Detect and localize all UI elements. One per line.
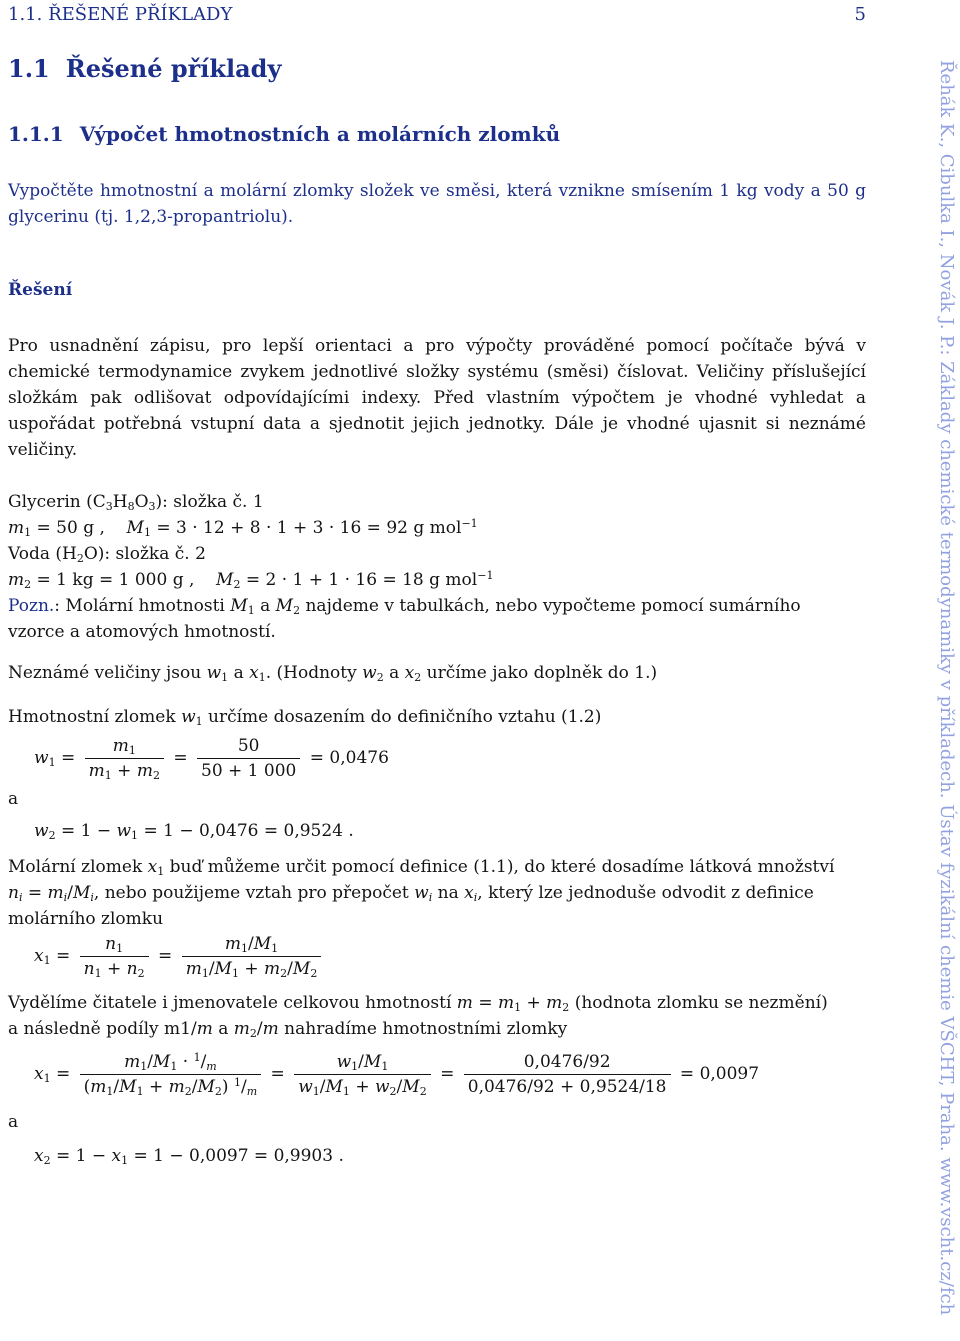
equation-x2: $x_2 = 1 - x_1 = 1 - 0,0097 = 0,9903$ .: [34, 1146, 344, 1167]
margin-credit: [931, 60, 960, 1341]
unknowns-line: Neznámé veličiny jsou $w_1$ a $x_1$. (Hodnoty $w_2$ a $x_2$ určíme jako doplněk do 1.): [8, 663, 658, 684]
margin-credit-text: Řehák K., Cibulka I., Novák J. P.: Základy chemické termodynamiky v příkladech. Ústav fyzikální chemie VŠCHT, Praha. www.vscht.cz/fch: [936, 60, 957, 1316]
equation-w1: $w_1$ = $\frac{m_1}{m_1 + m_2}$ = $\frac{50}{50 + 1 000}$ = 0,0476: [34, 736, 389, 782]
section-title: Řešené příklady: [65, 54, 282, 83]
subsection-title: Výpočet hmotnostních a molárních zlomků: [79, 122, 561, 146]
divide-paragraph: Vydělíme čitatele i jmenovatele celkovou hmotností $m = m_1 + m_2$ (hodnota zlomku se nezmění) a následně podíly m1/m a $m_2/m$ nahradíme hmotnostními zlomky: [8, 993, 828, 1040]
input-data: [8, 489, 866, 645]
note-line-2: vzorce a atomových hmotností.: [8, 622, 276, 642]
subsection-number: 1.1.1: [8, 122, 64, 146]
subsection-heading: [8, 120, 560, 148]
water-line: Voda $(H_2O)$: složka č. 2: [8, 544, 206, 565]
intro-paragraph: Pro usnadnění zápisu, pro lepší orientaci a pro výpočty prováděné pomocí počítače bývá v chemické termodynamice zvykem jednotlivé složky systému (směsi) číslovat. Veličiny příslušející složkám pak odlišovat odpovídajícími indexy. Před vlastním výpočtem je vhodné vyhledat a uspořádat potřebná vstupní data a sjednotit jejich jednotky. Dále je vhodné ujasnit si neznámé veličiny.: [8, 336, 866, 460]
equation-w2: $w_2 = 1 - w_1 = 1 - 0,0476 = 0,9524$ .: [34, 821, 354, 842]
page-number: 5: [854, 4, 866, 25]
section-heading: [8, 54, 281, 84]
section-number: 1.1: [8, 54, 50, 83]
mass-fraction-intro: Hmotnostní zlomek $w_1$ určíme dosazením do definičního vztahu (1.2): [8, 707, 602, 728]
glycerin-values-line: $m_1 = 50$ g , $M_1 = 3 \cdot 12 + 8 \cdot 1 + 3 \cdot 16 = 92$ g mol$^{-1}$: [8, 517, 478, 539]
and-word-2: a: [8, 1112, 19, 1132]
running-header: [8, 2, 866, 28]
glycerin-line: Glycerin $(C_3H_8O_3)$: složka č. 1: [8, 492, 264, 513]
equation-x1-value: $x_1$ = $\frac{m_1/M_1 \cdot ^1/_m}{(m_1/M_1 + m_2/M_2) ^1/_m}$ = $\frac{w_1/M_1}{w_1/M_1 + w_2/M_2}$ = $\frac{0,0476/92}{0,0476/92 + 0,9524/18}$ = 0,0097: [34, 1051, 760, 1098]
water-values-line: $m_2 = 1$ kg = 1 000 g , $M_2 = 2 \cdot 1 + 1 \cdot 16 = 18$ g mol$^{-1}$: [8, 569, 494, 591]
running-header-section: 1.1. ŘEŠENÉ PŘÍKLADY: [8, 4, 233, 25]
solution-heading: Řešení: [8, 280, 73, 300]
note-line: Pozn.: Molární hmotnosti $M_1$ a $M_2$ najdeme v tabulkách, nebo vypočteme pomocí sumárního: [8, 596, 801, 617]
equation-x1-definition: $x_1$ = $\frac{n_1}{n_1 + n_2}$ = $\frac{m_1/M_1}{m_1/M_1 + m_2/M_2}$: [34, 932, 325, 981]
molar-fraction-paragraph: Molární zlomek $x_1$ buď můžeme určit pomocí definice (1.1), do které dosadíme látková množství $n_i = m_i/M_i$, nebo použijeme vztah pro přepočet $w_i$ na $x_i$, který lze jednoduše odvodit z definice molárního zlomku: [8, 857, 835, 929]
and-word: a: [8, 789, 19, 809]
task-text: Vypočtěte hmotnostní a molární zlomky složek ve směsi, která vznikne smísením 1 kg vody a 50 g glycerinu (tj. 1,2,3-propantriolu).: [8, 181, 866, 227]
